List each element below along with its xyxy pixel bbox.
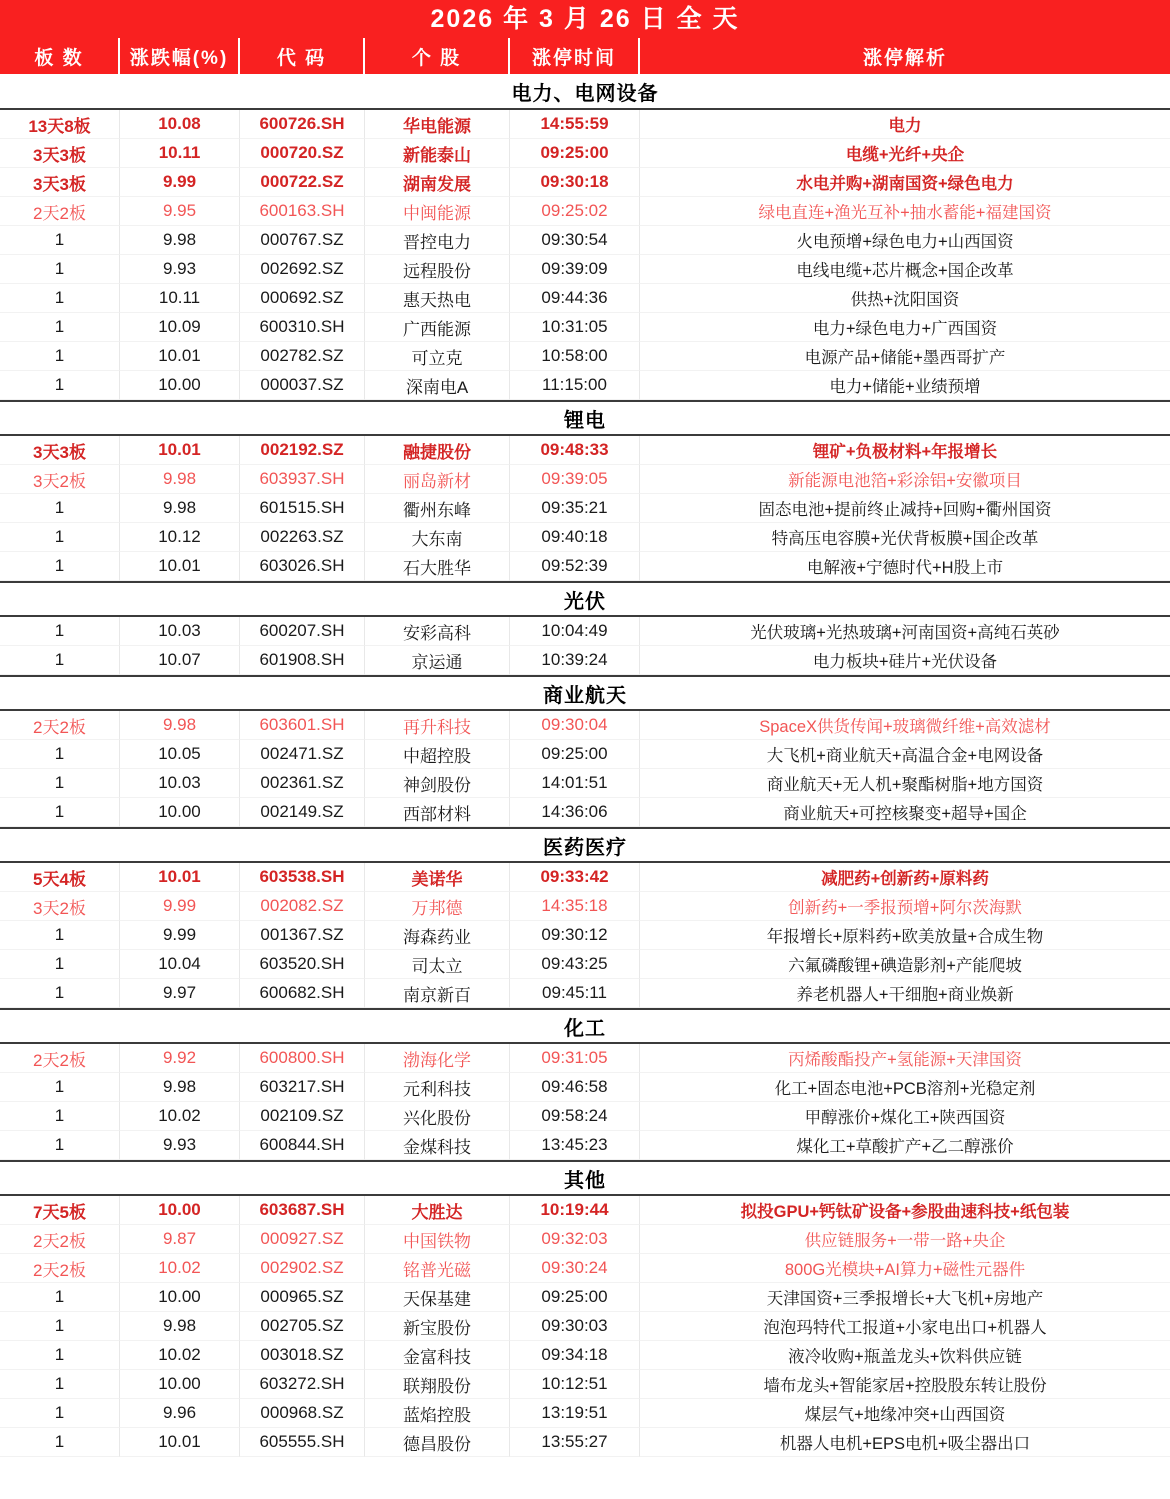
section-header: 电力、电网设备 [0,74,1170,110]
cell-chg: 10.03 [120,617,240,646]
cell-desc: 电力板块+硅片+光伏设备 [640,646,1170,675]
cell-stock: 晋控电力 [365,226,510,255]
cell-boards: 3天2板 [0,892,120,921]
cell-stock: 新能泰山 [365,139,510,168]
cell-boards: 3天3板 [0,436,120,465]
cell-boards: 1 [0,798,120,827]
cell-boards: 1 [0,313,120,342]
cell-time: 09:31:05 [510,1044,640,1073]
cell-time: 09:52:39 [510,552,640,581]
cell-chg: 9.98 [120,1312,240,1341]
cell-desc: 新能源电池箔+彩涂铝+安徽项目 [640,465,1170,494]
cell-chg: 10.04 [120,950,240,979]
cell-chg: 10.01 [120,1428,240,1457]
cell-chg: 10.00 [120,1283,240,1312]
cell-code: 000720.SZ [240,139,365,168]
cell-chg: 10.00 [120,1196,240,1225]
cell-time: 10:19:44 [510,1196,640,1225]
cell-chg: 9.98 [120,226,240,255]
cell-time: 09:46:58 [510,1073,640,1102]
cell-boards: 1 [0,1428,120,1457]
cell-desc: 年报增长+原料药+欧美放量+合成生物 [640,921,1170,950]
cell-chg: 10.03 [120,769,240,798]
cell-chg: 10.07 [120,646,240,675]
cell-boards: 3天3板 [0,168,120,197]
cell-time: 09:45:11 [510,979,640,1008]
cell-stock: 湖南发展 [365,168,510,197]
cell-code: 002192.SZ [240,436,365,465]
cell-time: 09:25:00 [510,139,640,168]
cell-boards: 1 [0,226,120,255]
cell-chg: 9.98 [120,494,240,523]
cell-chg: 9.99 [120,168,240,197]
cell-stock: 丽岛新材 [365,465,510,494]
cell-stock: 安彩高科 [365,617,510,646]
cell-stock: 石大胜华 [365,552,510,581]
cell-desc: 800G光模块+AI算力+磁性元器件 [640,1254,1170,1283]
table-row[interactable] [0,769,1170,798]
cell-time: 09:30:04 [510,711,640,740]
cell-time: 09:58:24 [510,1102,640,1131]
page-title: 2026 年 3 月 26 日 全 天 [0,0,1170,38]
cell-code: 000968.SZ [240,1399,365,1428]
cell-code: 601515.SH [240,494,365,523]
cell-desc: 电力 [640,110,1170,139]
cell-chg: 9.99 [120,921,240,950]
column-header-analysis: 涨停解析 [640,38,1170,74]
table-row[interactable] [0,139,1170,168]
cell-desc: 养老机器人+干细胞+商业焕新 [640,979,1170,1008]
cell-time: 10:31:05 [510,313,640,342]
cell-code: 000037.SZ [240,371,365,400]
cell-time: 09:25:00 [510,740,640,769]
cell-time: 09:39:09 [510,255,640,284]
cell-desc: 创新药+一季报预增+阿尔茨海默 [640,892,1170,921]
cell-time: 14:55:59 [510,110,640,139]
cell-boards: 1 [0,284,120,313]
cell-code: 600682.SH [240,979,365,1008]
cell-desc: 减肥药+创新药+原料药 [640,863,1170,892]
cell-chg: 9.95 [120,197,240,226]
cell-code: 001367.SZ [240,921,365,950]
cell-boards: 7天5板 [0,1196,120,1225]
cell-stock: 司太立 [365,950,510,979]
cell-boards: 1 [0,1102,120,1131]
cell-boards: 1 [0,921,120,950]
cell-boards: 1 [0,646,120,675]
cell-desc: 拟投GPU+钙钛矿设备+参股曲速科技+纸包装 [640,1196,1170,1225]
cell-boards: 13天8板 [0,110,120,139]
column-header-change: 涨跌幅(%) [120,38,240,74]
cell-desc: 化工+固态电池+PCB溶剂+光稳定剂 [640,1073,1170,1102]
cell-stock: 中超控股 [365,740,510,769]
cell-chg: 9.87 [120,1225,240,1254]
table-row[interactable] [0,1073,1170,1102]
cell-time: 10:04:49 [510,617,640,646]
table-row[interactable] [0,110,1170,139]
table-row[interactable] [0,1196,1170,1225]
table-row[interactable] [0,255,1170,284]
cell-chg: 10.08 [120,110,240,139]
cell-desc: 火电预增+绿色电力+山西国资 [640,226,1170,255]
cell-time: 09:25:02 [510,197,640,226]
cell-desc: 煤层气+地缘冲突+山西国资 [640,1399,1170,1428]
table-row[interactable] [0,313,1170,342]
cell-stock: 南京新百 [365,979,510,1008]
cell-chg: 10.11 [120,284,240,313]
table-row[interactable] [0,552,1170,581]
cell-chg: 10.00 [120,798,240,827]
cell-code: 603687.SH [240,1196,365,1225]
cell-chg: 10.02 [120,1102,240,1131]
cell-desc: 煤化工+草酸扩产+乙二醇涨价 [640,1131,1170,1160]
cell-time: 09:30:54 [510,226,640,255]
cell-stock: 京运通 [365,646,510,675]
cell-boards: 3天3板 [0,139,120,168]
cell-boards: 1 [0,255,120,284]
table-row[interactable] [0,617,1170,646]
cell-boards: 1 [0,1399,120,1428]
table-row[interactable] [0,226,1170,255]
table-row[interactable] [0,371,1170,400]
cell-stock: 华电能源 [365,110,510,139]
cell-chg: 10.01 [120,342,240,371]
cell-boards: 2天2板 [0,197,120,226]
table-row[interactable] [0,798,1170,827]
cell-chg: 10.01 [120,552,240,581]
table-row[interactable] [0,197,1170,226]
table-row[interactable] [0,1312,1170,1341]
cell-desc: 液冷收购+瓶盖龙头+饮料供应链 [640,1341,1170,1370]
cell-chg: 9.96 [120,1399,240,1428]
cell-time: 09:43:25 [510,950,640,979]
cell-desc: 丙烯酸酯投产+氢能源+天津国资 [640,1044,1170,1073]
table-row[interactable] [0,711,1170,740]
cell-desc: 电源产品+储能+墨西哥扩产 [640,342,1170,371]
cell-chg: 10.01 [120,863,240,892]
cell-stock: 万邦德 [365,892,510,921]
cell-code: 003018.SZ [240,1341,365,1370]
cell-desc: 天津国资+三季报增长+大飞机+房地产 [640,1283,1170,1312]
cell-time: 09:25:00 [510,1283,640,1312]
table-row[interactable] [0,921,1170,950]
cell-boards: 1 [0,494,120,523]
cell-time: 09:40:18 [510,523,640,552]
cell-boards: 1 [0,552,120,581]
cell-time: 10:58:00 [510,342,640,371]
cell-chg: 9.97 [120,979,240,1008]
cell-code: 603217.SH [240,1073,365,1102]
table-row[interactable] [0,950,1170,979]
column-header-code: 代 码 [240,38,365,74]
table-row[interactable] [0,1399,1170,1428]
cell-time: 11:15:00 [510,371,640,400]
cell-stock: 新宝股份 [365,1312,510,1341]
cell-code: 000767.SZ [240,226,365,255]
cell-boards: 1 [0,1341,120,1370]
cell-stock: 蓝焰控股 [365,1399,510,1428]
cell-desc: 供热+沈阳国资 [640,284,1170,313]
table-body [0,74,1170,1457]
cell-code: 603272.SH [240,1370,365,1399]
cell-stock: 美诺华 [365,863,510,892]
cell-time: 13:19:51 [510,1399,640,1428]
cell-chg: 9.99 [120,892,240,921]
cell-chg: 10.01 [120,436,240,465]
cell-time: 09:48:33 [510,436,640,465]
cell-code: 002782.SZ [240,342,365,371]
cell-code: 002149.SZ [240,798,365,827]
table-row[interactable] [0,979,1170,1008]
table-row[interactable] [0,494,1170,523]
table-row[interactable] [0,1370,1170,1399]
cell-desc: 电线电缆+芯片概念+国企改革 [640,255,1170,284]
cell-code: 002263.SZ [240,523,365,552]
cell-stock: 德昌股份 [365,1428,510,1457]
cell-desc: 泡泡玛特代工报道+小家电出口+机器人 [640,1312,1170,1341]
cell-code: 002082.SZ [240,892,365,921]
cell-stock: 中闽能源 [365,197,510,226]
section-header: 商业航天 [0,675,1170,711]
cell-time: 09:35:21 [510,494,640,523]
cell-boards: 1 [0,950,120,979]
table-header-row [0,38,1170,74]
cell-stock: 渤海化学 [365,1044,510,1073]
cell-chg: 10.09 [120,313,240,342]
cell-code: 002109.SZ [240,1102,365,1131]
cell-code: 600310.SH [240,313,365,342]
cell-boards: 2天2板 [0,711,120,740]
cell-code: 002692.SZ [240,255,365,284]
cell-code: 600800.SH [240,1044,365,1073]
cell-stock: 衢州东峰 [365,494,510,523]
cell-time: 14:01:51 [510,769,640,798]
cell-desc: 商业航天+无人机+聚酯树脂+地方国资 [640,769,1170,798]
table-row[interactable] [0,1428,1170,1457]
section-header: 光伏 [0,581,1170,617]
cell-chg: 10.02 [120,1254,240,1283]
cell-code: 000927.SZ [240,1225,365,1254]
cell-desc: 电力+绿色电力+广西国资 [640,313,1170,342]
cell-chg: 9.92 [120,1044,240,1073]
cell-desc: 甲醇涨价+煤化工+陕西国资 [640,1102,1170,1131]
cell-code: 601908.SH [240,646,365,675]
cell-time: 14:36:06 [510,798,640,827]
cell-time: 10:39:24 [510,646,640,675]
table-row[interactable] [0,342,1170,371]
cell-chg: 10.00 [120,371,240,400]
cell-boards: 2天2板 [0,1044,120,1073]
cell-stock: 大东南 [365,523,510,552]
cell-boards: 1 [0,1131,120,1160]
cell-boards: 1 [0,1370,120,1399]
cell-time: 09:30:12 [510,921,640,950]
table-row[interactable] [0,1254,1170,1283]
cell-stock: 联翔股份 [365,1370,510,1399]
section-header: 锂电 [0,400,1170,436]
cell-desc: 供应链服务+一带一路+央企 [640,1225,1170,1254]
cell-code: 000722.SZ [240,168,365,197]
cell-code: 600207.SH [240,617,365,646]
cell-chg: 10.12 [120,523,240,552]
cell-code: 603937.SH [240,465,365,494]
table-row[interactable] [0,863,1170,892]
cell-stock: 铭普光磁 [365,1254,510,1283]
cell-code: 603026.SH [240,552,365,581]
cell-chg: 9.93 [120,255,240,284]
cell-chg: 9.93 [120,1131,240,1160]
cell-desc: SpaceX供货传闻+玻璃微纤维+高效滤材 [640,711,1170,740]
table-row[interactable] [0,1341,1170,1370]
cell-code: 600726.SH [240,110,365,139]
table-row[interactable] [0,465,1170,494]
table-row[interactable] [0,523,1170,552]
table-row[interactable] [0,436,1170,465]
cell-stock: 中国铁物 [365,1225,510,1254]
column-header-boards: 板 数 [0,38,120,74]
cell-stock: 惠天热电 [365,284,510,313]
cell-chg: 9.98 [120,465,240,494]
cell-time: 09:30:03 [510,1312,640,1341]
cell-boards: 1 [0,371,120,400]
cell-desc: 绿电直连+渔光互补+抽水蓄能+福建国资 [640,197,1170,226]
cell-boards: 1 [0,740,120,769]
cell-desc: 商业航天+可控核聚变+超导+国企 [640,798,1170,827]
cell-chg: 10.00 [120,1370,240,1399]
cell-time: 09:30:18 [510,168,640,197]
cell-desc: 机器人电机+EPS电机+吸尘器出口 [640,1428,1170,1457]
cell-time: 09:39:05 [510,465,640,494]
cell-code: 605555.SH [240,1428,365,1457]
table-row[interactable] [0,646,1170,675]
table-row[interactable] [0,892,1170,921]
cell-time: 09:33:42 [510,863,640,892]
table-row[interactable] [0,740,1170,769]
cell-code: 600844.SH [240,1131,365,1160]
cell-stock: 西部材料 [365,798,510,827]
cell-time: 13:55:27 [510,1428,640,1457]
cell-code: 002361.SZ [240,769,365,798]
cell-chg: 10.05 [120,740,240,769]
table-row[interactable] [0,1102,1170,1131]
cell-desc: 电缆+光纤+央企 [640,139,1170,168]
cell-boards: 1 [0,769,120,798]
cell-stock: 深南电A [365,371,510,400]
table-row[interactable] [0,1044,1170,1073]
cell-desc: 光伏玻璃+光热玻璃+河南国资+高纯石英砂 [640,617,1170,646]
column-header-stock: 个 股 [365,38,510,74]
column-header-time: 涨停时间 [510,38,640,74]
cell-stock: 神剑股份 [365,769,510,798]
cell-boards: 1 [0,617,120,646]
cell-desc: 锂矿+负极材料+年报增长 [640,436,1170,465]
section-header: 其他 [0,1160,1170,1196]
table-row[interactable] [0,1225,1170,1254]
cell-stock: 远程股份 [365,255,510,284]
cell-time: 09:44:36 [510,284,640,313]
cell-chg: 9.98 [120,1073,240,1102]
section-header: 医药医疗 [0,827,1170,863]
cell-stock: 金煤科技 [365,1131,510,1160]
table-row[interactable] [0,168,1170,197]
cell-desc: 特高压电容膜+光伏背板膜+国企改革 [640,523,1170,552]
cell-boards: 2天2板 [0,1225,120,1254]
cell-stock: 金富科技 [365,1341,510,1370]
cell-desc: 六氟磷酸锂+碘造影剂+产能爬坡 [640,950,1170,979]
cell-boards: 2天2板 [0,1254,120,1283]
cell-boards: 1 [0,1283,120,1312]
cell-boards: 5天4板 [0,863,120,892]
cell-stock: 大胜达 [365,1196,510,1225]
cell-time: 09:34:18 [510,1341,640,1370]
cell-time: 09:30:24 [510,1254,640,1283]
cell-desc: 墙布龙头+智能家居+控股股东转让股份 [640,1370,1170,1399]
cell-stock: 再升科技 [365,711,510,740]
cell-desc: 电解液+宁德时代+H股上市 [640,552,1170,581]
cell-stock: 天保基建 [365,1283,510,1312]
section-header: 化工 [0,1008,1170,1044]
cell-boards: 3天2板 [0,465,120,494]
cell-code: 600163.SH [240,197,365,226]
cell-time: 09:32:03 [510,1225,640,1254]
cell-desc: 水电并购+湖南国资+绿色电力 [640,168,1170,197]
cell-boards: 1 [0,1312,120,1341]
cell-code: 002705.SZ [240,1312,365,1341]
cell-chg: 10.11 [120,139,240,168]
cell-desc: 大飞机+商业航天+高温合金+电网设备 [640,740,1170,769]
cell-stock: 可立克 [365,342,510,371]
cell-stock: 元利科技 [365,1073,510,1102]
cell-chg: 9.98 [120,711,240,740]
cell-desc: 固态电池+提前终止减持+回购+衢州国资 [640,494,1170,523]
cell-stock: 融捷股份 [365,436,510,465]
cell-code: 603601.SH [240,711,365,740]
cell-boards: 1 [0,979,120,1008]
table-row[interactable] [0,1283,1170,1312]
cell-stock: 兴化股份 [365,1102,510,1131]
cell-code: 002902.SZ [240,1254,365,1283]
cell-code: 000692.SZ [240,284,365,313]
cell-code: 002471.SZ [240,740,365,769]
cell-boards: 1 [0,1073,120,1102]
cell-boards: 1 [0,342,120,371]
table-row[interactable] [0,284,1170,313]
cell-stock: 海森药业 [365,921,510,950]
cell-stock: 广西能源 [365,313,510,342]
cell-code: 000965.SZ [240,1283,365,1312]
table-row[interactable] [0,1131,1170,1160]
cell-desc: 电力+储能+业绩预增 [640,371,1170,400]
cell-time: 10:12:51 [510,1370,640,1399]
cell-code: 603538.SH [240,863,365,892]
cell-chg: 10.02 [120,1341,240,1370]
cell-time: 14:35:18 [510,892,640,921]
cell-time: 13:45:23 [510,1131,640,1160]
cell-boards: 1 [0,523,120,552]
cell-code: 603520.SH [240,950,365,979]
